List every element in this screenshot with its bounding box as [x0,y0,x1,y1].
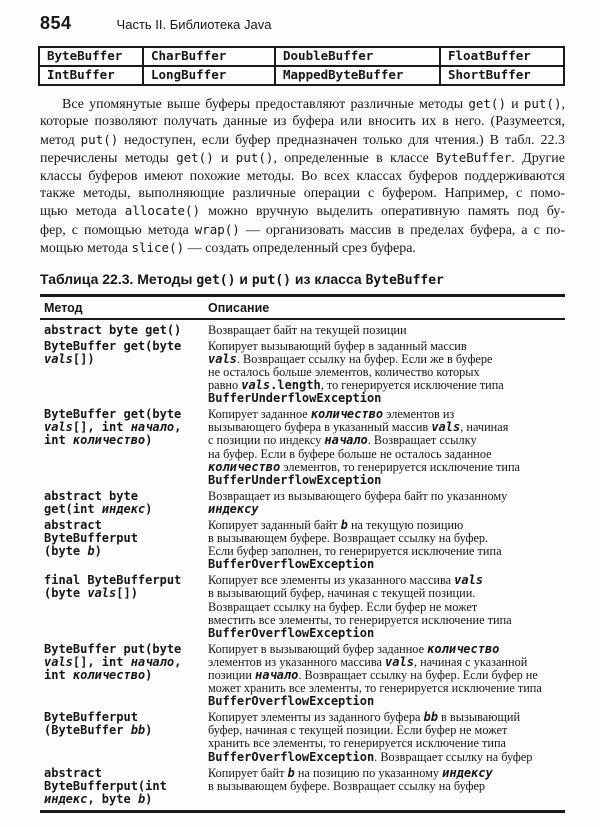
text-segment: начало [130,654,175,669]
text-segment: не осталось больше элементов, количество которых [208,364,480,379]
text-segment: Копирует заданный байт [208,517,341,532]
text-segment: []) [116,586,138,601]
text-segment: abstract [44,517,102,532]
text-segment: которые позволяют получать данные из буфера или вносить их в него. (Разумеется, [40,114,565,130]
text-segment: в вызывающий [437,710,521,725]
buffer-class-cell: ByteBuffer [47,48,123,63]
text-segment: put() [251,272,291,288]
text-line [44,324,208,337]
text-segment: мощью метода [40,241,132,257]
buffer-classes-table [38,46,565,86]
text-line [208,392,565,405]
method-cell [40,324,208,337]
method-cell [40,408,208,487]
text-line [44,669,208,682]
text-segment: BufferOverflowException [208,625,375,640]
text-segment: put() [80,131,119,147]
text-segment: wrap() [194,221,240,237]
text-segment: начало [254,668,299,682]
page-number: 854 [40,13,72,33]
text-segment: Возвращает байт на текущей позиции [208,322,407,337]
text-segment: элементов из [383,407,455,422]
buffer-class-cell: FloatBuffer [439,48,563,65]
text-line [208,627,565,640]
table-row [40,708,565,763]
text-segment: ) [94,544,102,559]
text-segment: , начиная [460,420,509,435]
method-cell [40,340,208,405]
text-segment: индекс [101,501,146,516]
table-row [40,516,565,571]
text-line [208,695,565,708]
text-segment: количество [72,668,146,682]
text-segment: vals [454,573,484,588]
paragraph-line [40,113,565,130]
text-segment: ByteBufferput [44,531,138,546]
text-segment: Копирует все элементы из указанного массива [208,573,455,588]
paragraph-line [40,131,565,149]
text-segment: на текущую позицию [347,517,464,532]
text-segment: и [235,270,252,287]
paragraph-line [40,149,565,167]
text-segment: . Возвращает ссылку [367,433,477,448]
table-row [40,320,565,337]
method-cell [40,519,208,571]
text-segment: Копирует в вызывающий буфер заданное [208,641,428,656]
page-header [0,0,600,34]
text-segment: буфер, начиная с текущей позиции. Если буфер не может [208,723,508,738]
table-row [40,571,565,639]
text-segment: BufferOverflowException [208,749,375,764]
buffer-class-cell: ShortBuffer [439,67,563,84]
text-line [208,780,565,793]
text-segment: на позицию по указанному [294,765,443,780]
text-segment: get() [176,150,214,166]
text-segment: . Возвращает ссылку на буфер. Если буфер не [298,668,538,682]
table-row [40,640,565,708]
methods-table-header [40,297,565,320]
text-segment: get(int [44,501,102,516]
text-segment: ) [145,433,153,448]
header-description: Описание [208,300,270,315]
text-segment: vals [44,420,73,435]
text-segment: фер, с помощью метода [40,222,195,238]
description-cell [208,767,565,806]
text-segment: количество [310,407,384,422]
text-segment: abstract [44,765,102,780]
text-line [44,724,208,737]
text-segment: недоступен, если буфер предназначен только для чтения.) В табл. 22.3 [118,132,566,148]
methods-table [40,294,565,813]
buffer-class-cell: DoubleBuffer [274,48,439,65]
buffer-class-cell: IntBuffer [47,67,115,82]
text-line [208,324,565,337]
text-line [44,434,208,447]
text-segment: vals [87,586,117,601]
text-segment: — организовать массив в пределах буфера, а с по- [239,222,565,238]
text-segment: Копирует вызывающий буфер в заданный массив [208,338,467,353]
text-segment: Таблица 22.3. Методы [40,270,197,287]
text-segment: , то генерируется исключение типа [320,378,504,393]
text-segment: вместить все элементы, то генерируется исключение типа [208,612,512,627]
text-segment: Возвращает из вызывающего буфера байт по указанному [208,488,508,503]
text-segment: vals [385,654,414,669]
text-segment: (byte [44,544,88,559]
text-segment: int [44,668,73,682]
text-segment: индекс [44,791,88,806]
text-segment: [], int [72,654,131,669]
method-cell [40,711,208,763]
table-caption [40,271,565,288]
text-segment: может хранить все элементы, то генерируется исключение типа [208,681,542,696]
text-segment: Копирует элементы из заданного буфера [208,710,424,725]
text-segment: ByteBuffer get(byte [44,407,182,422]
text-segment: vals [44,654,73,669]
table-row [40,405,565,487]
paragraph-line [40,95,565,113]
text-line [208,751,565,764]
text-segment: bb [423,710,438,725]
text-segment: ByteBufferput [44,710,138,725]
text-segment: также методы, выполняющие различные операции с буфером. Например, с помо- [40,186,565,202]
text-segment: ) [145,791,153,806]
text-segment: индексу [208,501,259,516]
text-segment: в вызывающий буфер, начиная с текущей позиции. [208,586,476,601]
text-line [44,587,208,600]
text-segment: вызывающего буфера в указанный массив [208,420,432,435]
description-cell [208,340,565,405]
text-segment: элементов из указанного массива [208,654,386,669]
table-row [40,487,565,516]
description-cell [208,711,565,763]
text-segment: . Другие [511,151,565,167]
text-segment: ByteBuffer [365,272,444,288]
description-cell [208,643,565,708]
text-line [208,558,565,571]
text-segment: в вызывающем буфере. Возвращает ссылку на буфер [208,778,486,793]
text-segment: b [340,517,348,532]
method-cell [40,574,208,639]
text-segment: , [561,97,565,112]
text-segment: в вызывающем буфере. Возвращает ссылку на буфер. [208,531,489,546]
text-segment: (ByteBuffer [44,723,131,738]
text-segment: начало [324,433,368,448]
text-segment: ) [145,723,153,738]
text-line [208,474,565,487]
text-segment: abstract byte [44,488,138,503]
text-segment: BufferOverflowException [208,557,375,572]
intro-paragraph [40,95,565,258]
text-segment: щью метода [40,204,125,220]
text-segment: и [213,151,236,167]
paragraph-line [40,239,565,257]
text-segment: BufferUnderflowException [208,391,382,406]
text-segment: . Возвращает ссылку на буфер. Если же в буфере [236,351,493,366]
method-cell [40,490,208,516]
text-segment: количество [72,433,146,448]
text-segment: b [87,544,95,559]
methods-table-body [40,320,565,810]
text-segment: и [506,97,524,112]
text-segment: put() [235,150,274,166]
text-segment: put() [523,96,562,111]
text-line [44,503,208,516]
paragraph-line [40,185,565,202]
text-segment: равно [208,378,242,393]
description-cell [208,574,565,639]
text-segment: метод [40,132,81,148]
text-segment: Возвращает ссылку на буфер. Если буфер не может [208,599,478,614]
text-segment: элементов, то генерируется исключение типа [280,459,520,474]
text-segment: get() [196,272,236,288]
text-segment: get() [468,96,506,111]
text-segment: vals [208,351,237,366]
text-segment: ByteBufferput(int [44,778,167,793]
paragraph-line [40,168,565,185]
table-row [40,764,565,810]
text-segment: из класса [290,270,366,287]
text-segment: vals [44,351,73,366]
text-segment: — создать определенный срез буфера. [184,241,416,257]
text-segment: , byte [87,791,138,806]
text-segment: []) [72,351,95,366]
text-segment: количество [427,641,500,656]
text-line [208,503,565,516]
text-segment: начало [130,420,175,435]
text-segment: [], int [72,420,131,435]
text-line [44,353,208,366]
text-segment: slice() [131,240,185,256]
text-segment: , [174,654,182,669]
text-segment: Копирует байт [208,765,288,780]
text-segment: allocate() [124,203,201,219]
text-segment: (byte [44,586,88,601]
text-segment: , начиная с указанной [413,654,528,669]
description-cell [208,324,565,337]
table-row [40,48,563,65]
text-segment: ByteBuffer put(byte [44,641,182,656]
text-segment: int [44,433,73,448]
text-segment: хранить все элементы, то генерируется исключение типа [208,736,506,751]
text-segment: Если буфер заполнен, то генерируется исключение типа [208,544,502,559]
text-segment: b [287,765,295,780]
text-segment: перечислены методы [40,151,177,167]
description-cell [208,519,565,571]
text-line [44,793,208,806]
paragraph-line [40,202,565,220]
paragraph-line [40,221,565,239]
method-cell [40,767,208,806]
table-row [40,337,565,405]
text-segment: можно вручную выделить оперативную память под бу- [200,204,565,220]
text-line [44,545,208,558]
text-segment: b [137,791,146,806]
text-segment: ) [145,501,153,516]
text-segment: Копирует заданное [208,407,311,422]
text-segment: количество [208,459,281,474]
text-segment: ByteBuffer get(byte [44,338,182,353]
buffer-class-cell: CharBuffer [142,48,274,65]
text-segment: классы буферов имеют похожие методы. Во всех классах буферов поддерживаются [40,168,565,184]
text-segment: bb [130,723,146,738]
buffer-class-cell: LongBuffer [142,67,274,84]
text-segment: final ByteBufferput [44,573,182,588]
text-segment: индексу [442,765,493,780]
text-line [208,490,565,503]
buffer-class-cell: MappedByteBuffer [274,67,439,84]
text-segment: BufferOverflowException [208,694,375,709]
method-cell [40,643,208,708]
header-method: Метод [44,300,83,315]
section-title: Часть II. Библиотека Java [116,17,272,32]
text-segment: abstract byte get() [44,322,182,337]
text-segment: vals [241,378,271,393]
text-segment: Все упомянутые выше буферы предоставляют различные методы [62,97,469,112]
text-segment: . Возвращает ссылку на буфер [374,749,533,764]
text-segment: на буфер. Если в буфере больше не осталось заданное [208,446,492,461]
text-segment: ByteBuffer [436,150,512,166]
description-cell [208,408,565,487]
text-segment: BufferUnderflowException [208,472,382,487]
text-segment: с позиции по индексу [208,433,325,448]
text-segment: vals [431,420,461,435]
text-segment: , [174,420,182,435]
text-segment: ) [145,668,153,682]
table-row [40,65,563,84]
text-segment: позиции [208,668,255,682]
text-segment: , определенные в классе [273,151,437,167]
description-cell [208,490,565,516]
text-segment: .length [270,378,321,393]
